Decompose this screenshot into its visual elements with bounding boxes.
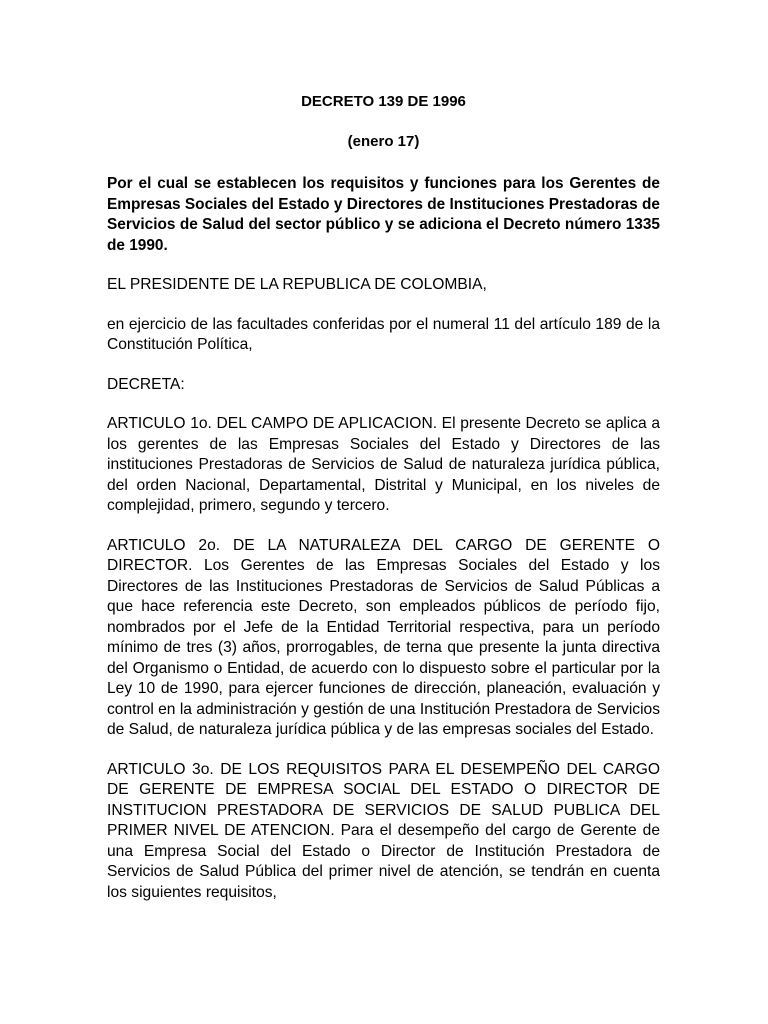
document-summary: Por el cual se establecen los requisitos y funciones para los Gerentes de Empresas Sociales del Estado y Directores de Instituciones Prestadoras de Servicios de Salud del sector público y se adiciona el Decreto número 1335 de 1990. (107, 175, 660, 254)
document-date: (enero 17) (347, 133, 420, 150)
paragraph-decreta: DECRETA: (107, 375, 185, 393)
document-page (107, 92, 660, 922)
paragraph-article-1: ARTICULO 1o. DEL CAMPO DE APLICACION. El presente Decreto se aplica a los gerentes de las Empresas Sociales del Estado y Directores de las instituciones Prestadoras de Servicios de Salud de naturaleza jurídica pública, del orden Nacional, Departamental, Distrital y Municipal, en los niveles de complejidad, primero, segundo y tercero. (107, 415, 660, 514)
paragraph-article-3: ARTICULO 3o. DE LOS REQUISITOS PARA EL DESEMPEÑO DEL CARGO DE GERENTE DE EMPRESA SOCIAL DEL ESTADO O DIRECTOR DE INSTITUCION PRESTADORA DE SERVICIOS DE SALUD PUBLICA DEL PRIMER NIVEL DE ATENCION. Para el desempeño del cargo de Gerente de una Empresa Social del Estado o Director de Institución Prestadora de Servicios de Salud Pública del primer nivel de atención, se tendrán en cuenta los siguientes requisitos, (107, 760, 660, 901)
paragraph-preamble: EL PRESIDENTE DE LA REPUBLICA DE COLOMBIA, (107, 276, 487, 293)
paragraph-article-2: ARTICULO 2o. DE LA NATURALEZA DEL CARGO DE GERENTE O DIRECTOR. Los Gerentes de las Empresas Sociales del Estado y los Directores de las Instituciones Prestadoras de Servicios de Salud Públicas a que hace referencia este Decreto, son empleados públicos de período fijo, nombrados por el Jefe de la Entidad Territorial respectiva, para un período mínimo de tres (3) años, prorrogables, de terna que presente la junta directiva del Organismo o Entidad, de acuerdo con lo dispuesto sobre el particular por la Ley 10 de 1990, para ejercer funciones de dirección, planeación, evaluación y control en la administración y gestión de una Institución Prestadora de Servicios de Salud, de naturaleza jurídica pública y de las empresas sociales del Estado. (107, 536, 661, 738)
document-title: DECRETO 139 DE 1996 (301, 93, 466, 110)
paragraph-faculties: en ejercicio de las facultades conferidas por el numeral 11 del artículo 189 de la Constitución Política, (107, 315, 660, 353)
